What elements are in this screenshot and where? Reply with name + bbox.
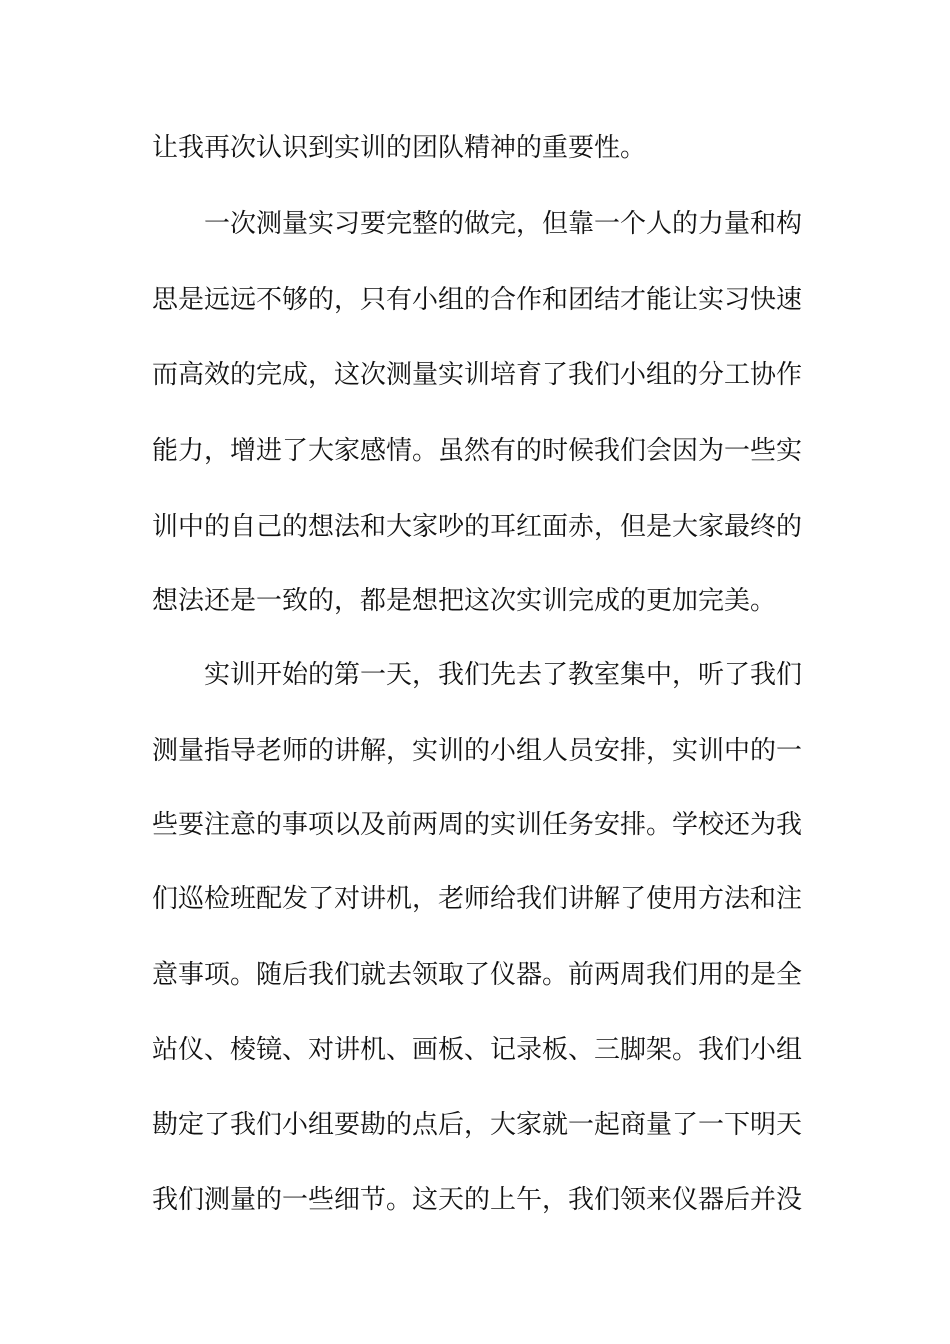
text-line: 能力，增进了大家感情。虽然有的时候我们会因为一些实 xyxy=(152,436,803,466)
text-line: 勘定了我们小组要勘的点后，大家就一起商量了一下明天 xyxy=(152,1110,803,1140)
text-line: 测量指导老师的讲解，实训的小组人员安排，实训中的一 xyxy=(152,736,803,766)
text-line: 意事项。随后我们就去领取了仪器。前两周我们用的是全 xyxy=(152,960,803,990)
text-line: 站仪、棱镜、对讲机、画板、记录板、三脚架。我们小组 xyxy=(152,1035,803,1065)
text-line: 想法还是一致的，都是想把这次实训完成的更加完美。 xyxy=(152,586,777,616)
text-line: 些要注意的事项以及前两周的实训任务安排。学校还为我 xyxy=(152,810,803,840)
text-line: 我们测量的一些细节。这天的上午，我们领来仪器后并没 xyxy=(152,1185,803,1215)
text-line: 让我再次认识到实训的团队精神的重要性。 xyxy=(152,133,647,163)
text-line: 思是远远不够的，只有小组的合作和团结才能让实习快速 xyxy=(152,285,803,315)
text-line: 训中的自己的想法和大家吵的耳红面赤，但是大家最终的 xyxy=(152,512,803,542)
text-line: 们巡检班配发了对讲机，老师给我们讲解了使用方法和注 xyxy=(152,884,803,914)
text-line: 实训开始的第一天，我们先去了教室集中，听了我们 xyxy=(152,660,803,690)
text-line: 而高效的完成，这次测量实训培育了我们小组的分工协作 xyxy=(152,360,803,390)
text-line: 一次测量实习要完整的做完，但靠一个人的力量和构 xyxy=(152,209,803,239)
